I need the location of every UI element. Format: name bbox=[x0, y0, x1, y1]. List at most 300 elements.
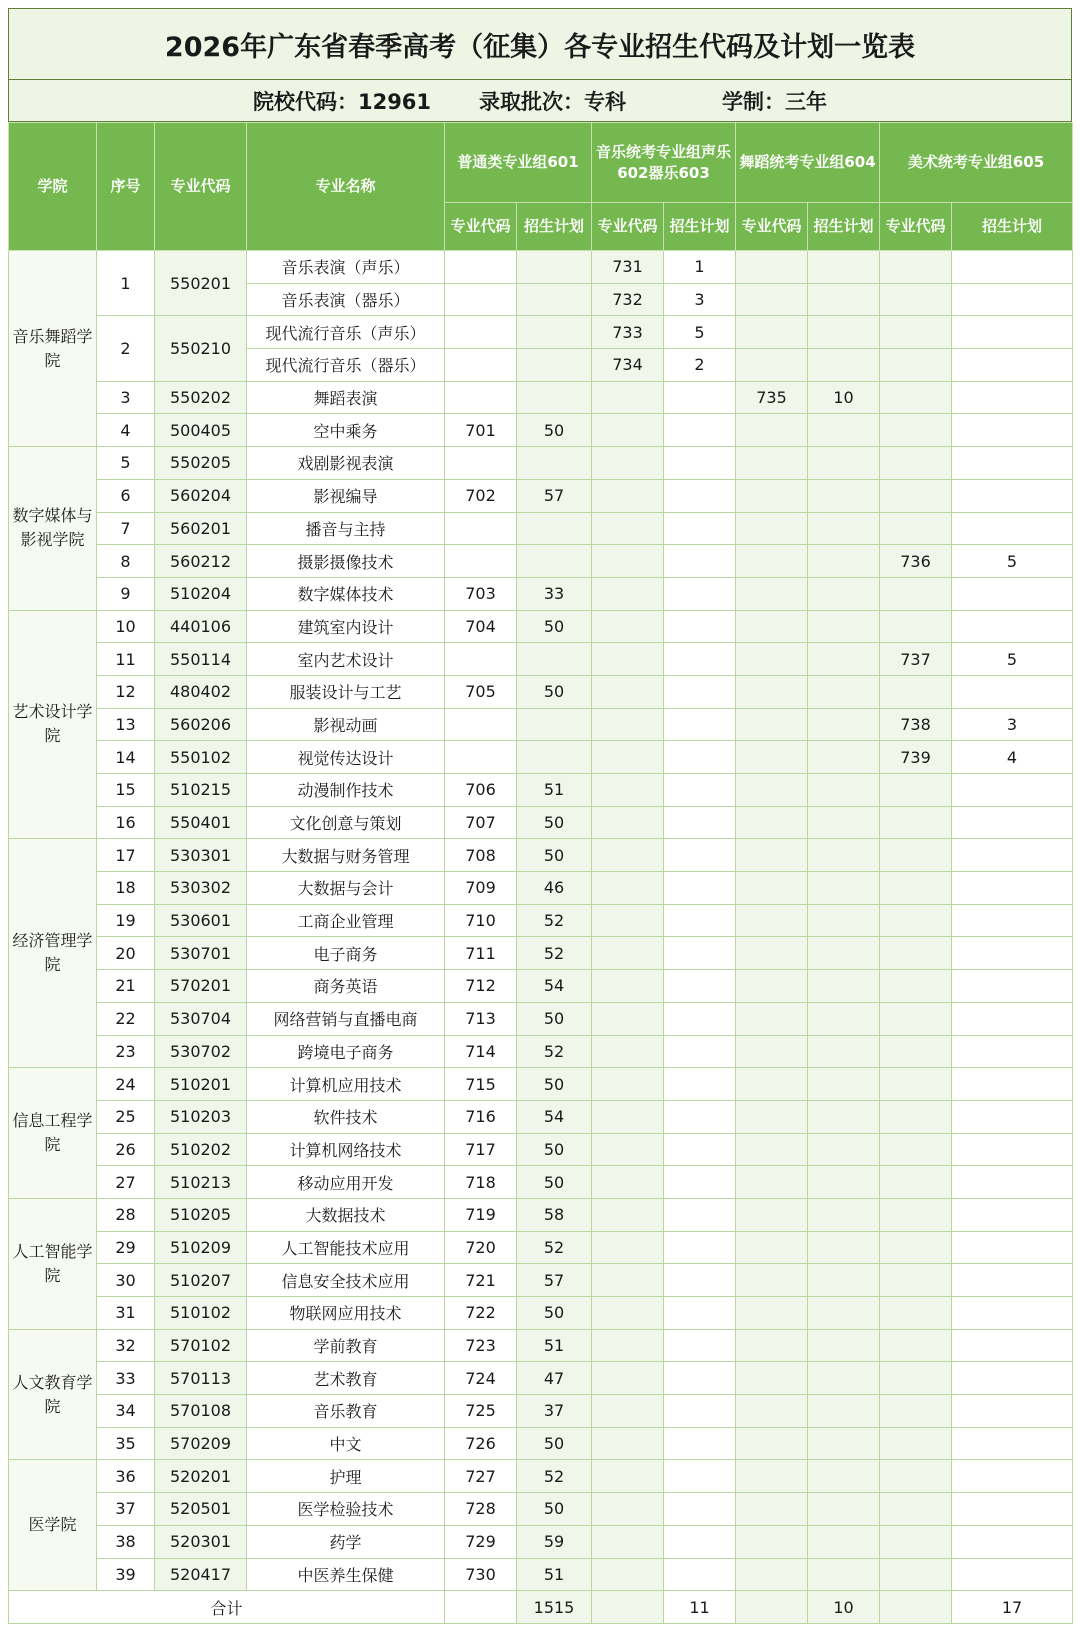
group-plan-cell bbox=[952, 970, 1073, 1003]
group-code-cell: 708 bbox=[445, 839, 517, 872]
school-code: 院校代码：12961 bbox=[252, 89, 432, 114]
group-plan-cell bbox=[664, 1002, 736, 1035]
group-plan-cell bbox=[808, 577, 880, 610]
major-code-cell: 520301 bbox=[155, 1525, 247, 1558]
group-code-cell bbox=[880, 1068, 952, 1101]
college-cell: 医学院 bbox=[9, 1460, 97, 1591]
group-code-cell bbox=[736, 447, 808, 480]
table-row bbox=[9, 447, 1073, 480]
group-code-cell: 705 bbox=[445, 675, 517, 708]
subheader-code: 专业代码 bbox=[880, 203, 952, 251]
major-code-cell: 560201 bbox=[155, 512, 247, 545]
group-code-cell bbox=[736, 1395, 808, 1428]
seq-cell: 37 bbox=[97, 1493, 155, 1526]
group-code-cell bbox=[592, 610, 664, 643]
major-code-cell: 510201 bbox=[155, 1068, 247, 1101]
group-code-cell bbox=[880, 806, 952, 839]
major-name-cell: 人工智能技术应用 bbox=[247, 1231, 445, 1264]
seq-cell: 11 bbox=[97, 643, 155, 676]
major-code-cell: 530702 bbox=[155, 1035, 247, 1068]
group-code-cell bbox=[736, 610, 808, 643]
group-code-cell: 701 bbox=[445, 414, 517, 447]
total-label: 合计 bbox=[9, 1591, 445, 1624]
group-code-cell bbox=[592, 937, 664, 970]
major-code-cell: 560206 bbox=[155, 708, 247, 741]
group-code-cell: 719 bbox=[445, 1198, 517, 1231]
college-cell: 数字媒体与影视学院 bbox=[9, 447, 97, 610]
major-name-cell: 影视动画 bbox=[247, 708, 445, 741]
group-plan-cell bbox=[664, 1297, 736, 1330]
group-code-cell bbox=[592, 1166, 664, 1199]
group-code-cell: 710 bbox=[445, 904, 517, 937]
group-plan-cell bbox=[808, 675, 880, 708]
group-code-cell: 731 bbox=[592, 251, 664, 284]
group-code-cell bbox=[736, 1166, 808, 1199]
total-group-604: 10 bbox=[808, 1591, 880, 1624]
group-plan-cell bbox=[664, 806, 736, 839]
college-cell: 经济管理学院 bbox=[9, 839, 97, 1068]
group-code-cell bbox=[880, 1231, 952, 1264]
group-code-cell bbox=[736, 708, 808, 741]
group-code-cell bbox=[592, 1525, 664, 1558]
group-plan-cell bbox=[808, 937, 880, 970]
group-plan-cell bbox=[808, 414, 880, 447]
enrollment-sheet bbox=[8, 8, 1072, 1624]
major-name-cell: 大数据技术 bbox=[247, 1198, 445, 1231]
major-code-cell: 510207 bbox=[155, 1264, 247, 1297]
major-code-cell: 570209 bbox=[155, 1427, 247, 1460]
group-plan-cell bbox=[517, 251, 592, 284]
group-plan-cell: 2 bbox=[664, 349, 736, 382]
major-name-cell: 大数据与财务管理 bbox=[247, 839, 445, 872]
group-code-cell bbox=[592, 806, 664, 839]
group-plan-cell bbox=[952, 937, 1073, 970]
seq-cell: 1 bbox=[97, 251, 155, 316]
group-plan-cell: 59 bbox=[517, 1525, 592, 1558]
group-plan-cell bbox=[952, 904, 1073, 937]
seq-cell: 4 bbox=[97, 414, 155, 447]
group-code-cell: 727 bbox=[445, 1460, 517, 1493]
seq-cell: 25 bbox=[97, 1100, 155, 1133]
group-code-cell: 716 bbox=[445, 1100, 517, 1133]
group-code-cell bbox=[880, 1493, 952, 1526]
major-name-cell: 音乐表演（声乐） bbox=[247, 251, 445, 284]
group-code-cell bbox=[592, 970, 664, 1003]
group-code-cell bbox=[736, 1329, 808, 1362]
seq-cell: 9 bbox=[97, 577, 155, 610]
table-row bbox=[9, 708, 1073, 741]
seq-cell: 12 bbox=[97, 675, 155, 708]
major-code-cell: 550401 bbox=[155, 806, 247, 839]
group-code-cell bbox=[592, 1100, 664, 1133]
group-plan-cell bbox=[664, 577, 736, 610]
group-plan-cell bbox=[808, 1558, 880, 1591]
group-code-cell bbox=[736, 1100, 808, 1133]
group-code-cell bbox=[592, 1558, 664, 1591]
table-row bbox=[9, 1068, 1073, 1101]
group-plan-cell: 50 bbox=[517, 1068, 592, 1101]
group-plan-cell bbox=[517, 545, 592, 578]
group-code-cell bbox=[445, 381, 517, 414]
group-code-cell bbox=[880, 251, 952, 284]
group-code-cell bbox=[736, 774, 808, 807]
group-plan-cell bbox=[517, 381, 592, 414]
major-code-cell: 510203 bbox=[155, 1100, 247, 1133]
table-row bbox=[9, 1329, 1073, 1362]
table-row bbox=[9, 675, 1073, 708]
group-plan-cell bbox=[808, 447, 880, 480]
group-plan-cell: 3 bbox=[952, 708, 1073, 741]
group-plan-cell bbox=[664, 643, 736, 676]
group-code-cell bbox=[880, 349, 952, 382]
major-name-cell: 数字媒体技术 bbox=[247, 577, 445, 610]
group-code-cell: 726 bbox=[445, 1427, 517, 1460]
group-code-cell bbox=[880, 479, 952, 512]
group-plan-cell bbox=[664, 708, 736, 741]
table-row bbox=[9, 1166, 1073, 1199]
major-code-cell: 550205 bbox=[155, 447, 247, 480]
major-code-cell: 570113 bbox=[155, 1362, 247, 1395]
major-code-cell: 530701 bbox=[155, 937, 247, 970]
group-plan-cell bbox=[517, 708, 592, 741]
subheader-code: 专业代码 bbox=[592, 203, 664, 251]
seq-cell: 7 bbox=[97, 512, 155, 545]
group-code-cell: 734 bbox=[592, 349, 664, 382]
group-plan-cell bbox=[664, 1198, 736, 1231]
table-row bbox=[9, 741, 1073, 774]
seq-cell: 6 bbox=[97, 479, 155, 512]
header-seq: 序号 bbox=[97, 123, 155, 251]
group-plan-cell: 50 bbox=[517, 610, 592, 643]
group-code-cell bbox=[592, 675, 664, 708]
group-code-cell bbox=[592, 774, 664, 807]
group-code-cell bbox=[445, 643, 517, 676]
group-code-cell bbox=[736, 545, 808, 578]
major-code-cell: 550202 bbox=[155, 381, 247, 414]
seq-cell: 22 bbox=[97, 1002, 155, 1035]
group-plan-cell bbox=[808, 479, 880, 512]
group-code-cell bbox=[880, 1460, 952, 1493]
total-group-601: 1515 bbox=[517, 1591, 592, 1624]
group-plan-cell: 10 bbox=[808, 381, 880, 414]
group-code-cell bbox=[592, 1460, 664, 1493]
major-name-cell: 中文 bbox=[247, 1427, 445, 1460]
group-code-cell: 703 bbox=[445, 577, 517, 610]
group-plan-cell: 57 bbox=[517, 1264, 592, 1297]
group-plan-cell bbox=[808, 512, 880, 545]
group-code-cell bbox=[592, 512, 664, 545]
group-code-cell bbox=[880, 1395, 952, 1428]
group-code-cell bbox=[736, 839, 808, 872]
total-empty bbox=[592, 1591, 664, 1624]
major-name-cell: 医学检验技术 bbox=[247, 1493, 445, 1526]
group-code-cell bbox=[592, 447, 664, 480]
group-code-cell bbox=[445, 708, 517, 741]
group-code-cell bbox=[880, 1002, 952, 1035]
group-plan-cell bbox=[664, 1493, 736, 1526]
group-code-cell: 714 bbox=[445, 1035, 517, 1068]
college-cell: 人工智能学院 bbox=[9, 1198, 97, 1329]
group-code-cell bbox=[592, 1231, 664, 1264]
header-group-602-603: 音乐统考专业组声乐602器乐603 bbox=[592, 123, 736, 203]
group-plan-cell bbox=[808, 774, 880, 807]
major-name-cell: 空中乘务 bbox=[247, 414, 445, 447]
group-plan-cell bbox=[952, 675, 1073, 708]
group-code-cell bbox=[880, 872, 952, 905]
group-plan-cell bbox=[952, 512, 1073, 545]
subheader-code: 专业代码 bbox=[445, 203, 517, 251]
group-plan-cell bbox=[808, 741, 880, 774]
subheader-plan: 招生计划 bbox=[517, 203, 592, 251]
group-code-cell: 718 bbox=[445, 1166, 517, 1199]
seq-cell: 24 bbox=[97, 1068, 155, 1101]
major-name-cell: 音乐表演（器乐） bbox=[247, 283, 445, 316]
group-code-cell bbox=[880, 1329, 952, 1362]
table-row bbox=[9, 1100, 1073, 1133]
major-name-cell: 大数据与会计 bbox=[247, 872, 445, 905]
major-code-cell: 510209 bbox=[155, 1231, 247, 1264]
table-row bbox=[9, 610, 1073, 643]
group-code-cell bbox=[736, 251, 808, 284]
group-code-cell: 735 bbox=[736, 381, 808, 414]
group-plan-cell bbox=[664, 1329, 736, 1362]
seq-cell: 27 bbox=[97, 1166, 155, 1199]
group-code-cell: 712 bbox=[445, 970, 517, 1003]
major-name-cell: 动漫制作技术 bbox=[247, 774, 445, 807]
group-code-cell: 739 bbox=[880, 741, 952, 774]
group-code-cell bbox=[736, 1198, 808, 1231]
group-plan-cell bbox=[664, 447, 736, 480]
group-plan-cell bbox=[808, 1395, 880, 1428]
group-plan-cell bbox=[664, 872, 736, 905]
group-plan-cell: 52 bbox=[517, 1231, 592, 1264]
group-code-cell bbox=[736, 1133, 808, 1166]
major-name-cell: 信息安全技术应用 bbox=[247, 1264, 445, 1297]
group-plan-cell bbox=[517, 447, 592, 480]
major-name-cell: 影视编导 bbox=[247, 479, 445, 512]
group-code-cell bbox=[445, 545, 517, 578]
group-code-cell: 729 bbox=[445, 1525, 517, 1558]
header-group-605: 美术统考专业组605 bbox=[880, 123, 1073, 203]
group-code-cell: 737 bbox=[880, 643, 952, 676]
major-code-cell: 550210 bbox=[155, 316, 247, 381]
group-code-cell bbox=[592, 545, 664, 578]
group-code-cell: 711 bbox=[445, 937, 517, 970]
group-plan-cell bbox=[952, 1264, 1073, 1297]
group-plan-cell bbox=[808, 708, 880, 741]
group-plan-cell bbox=[952, 577, 1073, 610]
group-plan-cell bbox=[952, 1166, 1073, 1199]
group-plan-cell bbox=[517, 349, 592, 382]
group-code-cell bbox=[736, 512, 808, 545]
group-code-cell bbox=[445, 316, 517, 349]
group-plan-cell bbox=[664, 479, 736, 512]
group-plan-cell bbox=[952, 1362, 1073, 1395]
seq-cell: 35 bbox=[97, 1427, 155, 1460]
seq-cell: 28 bbox=[97, 1198, 155, 1231]
group-plan-cell bbox=[808, 1002, 880, 1035]
group-code-cell bbox=[736, 1002, 808, 1035]
major-code-cell: 550102 bbox=[155, 741, 247, 774]
group-code-cell bbox=[592, 1362, 664, 1395]
major-name-cell: 电子商务 bbox=[247, 937, 445, 970]
seq-cell: 26 bbox=[97, 1133, 155, 1166]
table-row bbox=[9, 839, 1073, 872]
group-plan-cell bbox=[952, 839, 1073, 872]
group-code-cell bbox=[736, 577, 808, 610]
major-name-cell: 计算机应用技术 bbox=[247, 1068, 445, 1101]
group-plan-cell: 5 bbox=[952, 545, 1073, 578]
group-plan-cell bbox=[952, 283, 1073, 316]
table-row bbox=[9, 1558, 1073, 1591]
group-code-cell: 724 bbox=[445, 1362, 517, 1395]
group-plan-cell: 50 bbox=[517, 1493, 592, 1526]
group-code-cell: 713 bbox=[445, 1002, 517, 1035]
group-plan-cell bbox=[808, 1427, 880, 1460]
header-major-name: 专业名称 bbox=[247, 123, 445, 251]
group-code-cell bbox=[880, 447, 952, 480]
group-code-cell bbox=[880, 1297, 952, 1330]
group-plan-cell bbox=[808, 970, 880, 1003]
group-code-cell bbox=[736, 1035, 808, 1068]
group-plan-cell: 52 bbox=[517, 904, 592, 937]
group-plan-cell bbox=[808, 643, 880, 676]
group-code-cell bbox=[445, 741, 517, 774]
group-plan-cell bbox=[952, 1002, 1073, 1035]
group-plan-cell bbox=[664, 904, 736, 937]
group-plan-cell: 33 bbox=[517, 577, 592, 610]
group-plan-cell bbox=[664, 839, 736, 872]
group-plan-cell: 57 bbox=[517, 479, 592, 512]
major-code-cell: 520501 bbox=[155, 1493, 247, 1526]
group-plan-cell bbox=[664, 741, 736, 774]
group-code-cell: 732 bbox=[592, 283, 664, 316]
group-code-cell bbox=[736, 970, 808, 1003]
group-code-cell: 722 bbox=[445, 1297, 517, 1330]
group-code-cell bbox=[880, 512, 952, 545]
group-plan-cell bbox=[664, 1166, 736, 1199]
group-plan-cell bbox=[664, 1035, 736, 1068]
group-plan-cell bbox=[808, 1460, 880, 1493]
table-row bbox=[9, 643, 1073, 676]
group-plan-cell bbox=[952, 610, 1073, 643]
group-plan-cell: 50 bbox=[517, 839, 592, 872]
major-name-cell: 护理 bbox=[247, 1460, 445, 1493]
college-cell: 人文教育学院 bbox=[9, 1329, 97, 1460]
group-plan-cell: 50 bbox=[517, 1166, 592, 1199]
table-row bbox=[9, 1362, 1073, 1395]
major-name-cell: 学前教育 bbox=[247, 1329, 445, 1362]
group-code-cell: 709 bbox=[445, 872, 517, 905]
group-plan-cell: 54 bbox=[517, 970, 592, 1003]
group-plan-cell: 47 bbox=[517, 1362, 592, 1395]
seq-cell: 16 bbox=[97, 806, 155, 839]
group-code-cell bbox=[736, 643, 808, 676]
header-college: 学院 bbox=[9, 123, 97, 251]
group-code-cell bbox=[736, 479, 808, 512]
group-code-cell bbox=[880, 1427, 952, 1460]
group-plan-cell bbox=[952, 381, 1073, 414]
seq-cell: 39 bbox=[97, 1558, 155, 1591]
seq-cell: 8 bbox=[97, 545, 155, 578]
info-row bbox=[8, 80, 1072, 122]
group-code-cell bbox=[445, 283, 517, 316]
group-code-cell bbox=[592, 1395, 664, 1428]
table-row bbox=[9, 937, 1073, 970]
group-code-cell: 704 bbox=[445, 610, 517, 643]
table-row bbox=[9, 414, 1073, 447]
group-plan-cell: 51 bbox=[517, 1558, 592, 1591]
major-name-cell: 戏剧影视表演 bbox=[247, 447, 445, 480]
group-code-cell bbox=[736, 349, 808, 382]
table-row bbox=[9, 251, 1073, 284]
group-code-cell bbox=[880, 381, 952, 414]
group-plan-cell: 50 bbox=[517, 414, 592, 447]
group-code-cell bbox=[736, 675, 808, 708]
college-cell: 音乐舞蹈学院 bbox=[9, 251, 97, 447]
group-code-cell bbox=[880, 1264, 952, 1297]
group-code-cell bbox=[880, 577, 952, 610]
group-code-cell: 736 bbox=[880, 545, 952, 578]
major-name-cell: 药学 bbox=[247, 1525, 445, 1558]
group-code-cell bbox=[880, 675, 952, 708]
table-row bbox=[9, 316, 1073, 349]
seq-cell: 2 bbox=[97, 316, 155, 381]
group-code-cell: 723 bbox=[445, 1329, 517, 1362]
seq-cell: 29 bbox=[97, 1231, 155, 1264]
major-name-cell: 跨境电子商务 bbox=[247, 1035, 445, 1068]
major-name-cell: 摄影摄像技术 bbox=[247, 545, 445, 578]
seq-cell: 20 bbox=[97, 937, 155, 970]
group-code-cell: 715 bbox=[445, 1068, 517, 1101]
group-plan-cell bbox=[664, 1100, 736, 1133]
table-row bbox=[9, 970, 1073, 1003]
group-code-cell: 717 bbox=[445, 1133, 517, 1166]
group-plan-cell bbox=[808, 610, 880, 643]
group-plan-cell: 50 bbox=[517, 1133, 592, 1166]
group-plan-cell: 51 bbox=[517, 1329, 592, 1362]
group-plan-cell bbox=[808, 1525, 880, 1558]
group-plan-cell bbox=[808, 904, 880, 937]
major-code-cell: 530302 bbox=[155, 872, 247, 905]
group-plan-cell bbox=[952, 479, 1073, 512]
table-row bbox=[9, 1264, 1073, 1297]
total-row bbox=[9, 1591, 1073, 1624]
group-plan-cell bbox=[808, 1068, 880, 1101]
subheader-plan: 招生计划 bbox=[808, 203, 880, 251]
group-plan-cell bbox=[952, 1460, 1073, 1493]
group-plan-cell bbox=[808, 1329, 880, 1362]
seq-cell: 38 bbox=[97, 1525, 155, 1558]
major-name-cell: 现代流行音乐（器乐） bbox=[247, 349, 445, 382]
group-code-cell bbox=[592, 1068, 664, 1101]
group-plan-cell bbox=[664, 1264, 736, 1297]
group-plan-cell bbox=[664, 937, 736, 970]
group-plan-cell bbox=[664, 414, 736, 447]
group-code-cell bbox=[592, 1329, 664, 1362]
group-plan-cell bbox=[952, 349, 1073, 382]
group-plan-cell bbox=[952, 251, 1073, 284]
group-plan-cell bbox=[952, 774, 1073, 807]
table-row bbox=[9, 1460, 1073, 1493]
group-code-cell bbox=[736, 1525, 808, 1558]
college-cell: 艺术设计学院 bbox=[9, 610, 97, 839]
table-row bbox=[9, 774, 1073, 807]
seq-cell: 23 bbox=[97, 1035, 155, 1068]
major-code-cell: 560212 bbox=[155, 545, 247, 578]
group-plan-cell bbox=[808, 839, 880, 872]
group-plan-cell bbox=[808, 316, 880, 349]
